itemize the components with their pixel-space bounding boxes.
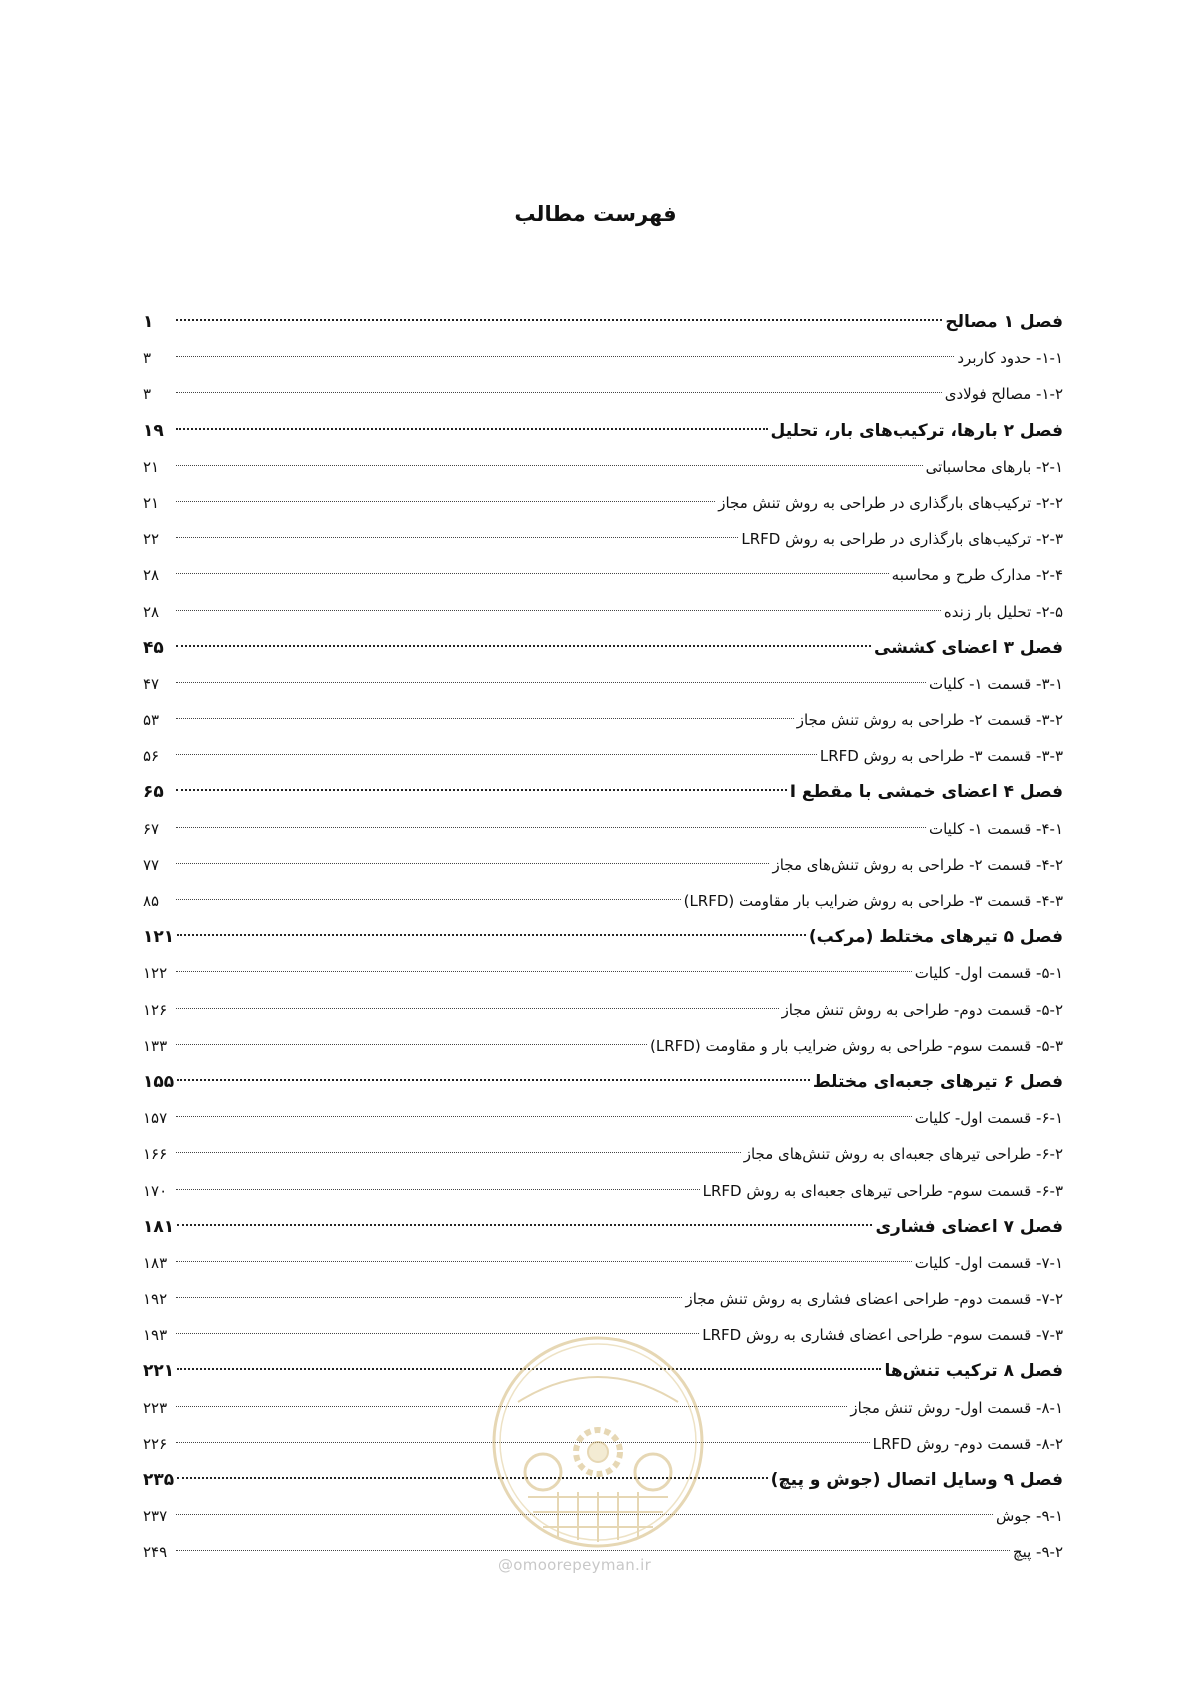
toc-entry-label: فصل ۹ وسایل اتصال (جوش و پیچ) xyxy=(770,1470,1063,1490)
toc-page-number: ۱ xyxy=(143,312,154,332)
watermark-logo xyxy=(488,1332,708,1552)
dot-leader xyxy=(176,501,715,502)
toc-page-number: ۱۸۱ xyxy=(143,1216,175,1237)
toc-entry-label: فصل ۲ بارها، ترکیب‌های بار، تحلیل xyxy=(770,420,1063,441)
toc-chapter-row xyxy=(143,919,1063,955)
toc-entry-label: ۵-۱- قسمت اول- کلیات xyxy=(914,964,1063,983)
toc-page-number: ۱۹۲ xyxy=(143,1290,168,1309)
toc-page-number: ۵۶ xyxy=(143,747,160,766)
toc-entry-label: فصل ۵ تیرهای مختلط (مرکب) xyxy=(808,927,1063,948)
toc-entry-label: ۹-۱- جوش xyxy=(995,1507,1063,1526)
toc-entry-label: ۵-۳- قسمت سوم- طراحی به روش ضرایب بار و مقاومت (LRFD) xyxy=(650,1036,1063,1055)
toc-chapter-row xyxy=(143,630,1063,666)
dot-leader xyxy=(176,754,817,755)
toc-page-number: ۱۲۲ xyxy=(143,964,168,983)
dot-leader xyxy=(176,610,941,611)
toc-section-row xyxy=(143,1173,1063,1209)
toc-entry-label: ۴-۳- قسمت ۳- طراحی به روش ضرایب بار مقاومت (LRFD) xyxy=(683,892,1063,910)
toc-entry-label: ۲-۱- بارهای محاسباتی xyxy=(925,457,1063,476)
toc-chapter-row xyxy=(143,1209,1063,1245)
toc-entry-label: فصل ۳ اعضای کششی xyxy=(873,637,1063,658)
toc-entry-label: ۱-۱- حدود کاربرد xyxy=(957,349,1063,368)
dot-leader xyxy=(177,1224,872,1226)
toc-page-number: ۱۲۱ xyxy=(143,927,175,948)
toc-entry-label: ۱-۲- مصالح فولادی xyxy=(944,385,1063,404)
toc-section-row xyxy=(143,1245,1063,1281)
toc-entry-label: فصل ۸ ترکیب تنش‌ها xyxy=(884,1361,1063,1382)
toc-section-row xyxy=(143,340,1063,376)
toc-section-row xyxy=(143,376,1063,412)
toc-page-number: ۲۱ xyxy=(143,457,160,476)
toc-section-row xyxy=(143,594,1063,630)
dot-leader xyxy=(176,971,912,972)
dot-leader xyxy=(176,1297,682,1298)
toc-page-number: ۱۵۵ xyxy=(143,1071,175,1092)
toc-page-number: ۲۲ xyxy=(143,530,160,549)
dot-leader xyxy=(176,1044,647,1045)
toc-section-row xyxy=(143,557,1063,593)
toc-page-number: ۱۹۳ xyxy=(143,1326,168,1345)
toc-section-row xyxy=(143,811,1063,847)
toc-entry-label: ۷-۲- قسمت دوم- طراحی اعضای فشاری به روش تنش مجاز xyxy=(685,1290,1063,1309)
dot-leader xyxy=(176,863,769,864)
toc-section-row xyxy=(143,1136,1063,1172)
toc-section-row xyxy=(143,955,1063,991)
dot-leader xyxy=(176,718,794,719)
page-title: فهرست مطالب xyxy=(514,202,677,226)
toc-page-number: ۵۳ xyxy=(143,711,160,730)
toc-entry-label: ۲-۲- ترکیب‌های بارگذاری در طراحی به روش تنش مجاز xyxy=(718,493,1063,512)
toc-page-number: ۲۳۷ xyxy=(143,1507,168,1526)
toc-page-number: ۷۷ xyxy=(143,855,160,874)
dot-leader xyxy=(176,645,871,647)
dot-leader xyxy=(177,934,806,936)
toc-entry-label: فصل ۴ اعضای خمشی با مقطع I xyxy=(789,782,1063,803)
toc-page-number: ۳ xyxy=(143,349,152,368)
toc-page-number: ۱۶۶ xyxy=(143,1145,168,1164)
toc-page-number: ۲۳۵ xyxy=(143,1470,175,1490)
toc-section-row xyxy=(143,449,1063,485)
dot-leader xyxy=(176,573,889,574)
dot-leader xyxy=(176,1261,912,1262)
toc-entry-label: ۲-۳- ترکیب‌های بارگذاری در طراحی به روش LRFD xyxy=(741,530,1063,549)
dot-leader xyxy=(176,1152,741,1153)
toc-entry-label: ۳-۳- قسمت ۳- طراحی به روش LRFD xyxy=(819,747,1063,766)
dot-leader xyxy=(177,1079,810,1081)
toc-entry-label: ۲-۴- مدارک طرح و محاسبه xyxy=(891,566,1063,585)
dot-leader xyxy=(176,319,942,321)
toc-entry-label: ۶-۲- طراحی تیرهای جعبه‌ای به روش تنش‌های مجاز xyxy=(743,1145,1063,1164)
toc-chapter-row xyxy=(143,1064,1063,1100)
toc-page-number: ۴۷ xyxy=(143,674,160,693)
toc-section-row xyxy=(143,992,1063,1028)
toc-page-number: ۲۲۱ xyxy=(143,1361,175,1382)
toc-entry-label: ۷-۱- قسمت اول- کلیات xyxy=(914,1253,1063,1272)
toc-entry-label: ۶-۱- قسمت اول- کلیات xyxy=(914,1109,1063,1128)
toc-entry-label: ۹-۲- پیچ xyxy=(1012,1543,1063,1562)
dot-leader xyxy=(176,682,926,683)
toc-entry-label: فصل ۷ اعضای فشاری xyxy=(875,1216,1063,1237)
toc-section-row xyxy=(143,521,1063,557)
toc-page-number: ۲۸ xyxy=(143,566,160,585)
toc-entry-label: ۳-۱- قسمت ۱- کلیات xyxy=(928,674,1063,693)
toc-section-row xyxy=(143,1281,1063,1317)
dot-leader xyxy=(176,899,681,900)
toc-entry-label: ۵-۲- قسمت دوم- طراحی به روش تنش مجاز xyxy=(781,1000,1063,1019)
toc-page-number: ۶۷ xyxy=(143,819,160,838)
toc-entry-label: ۸-۲- قسمت دوم- روش LRFD xyxy=(872,1434,1063,1453)
toc-page-number: ۲۱ xyxy=(143,493,160,512)
toc-page-number: ۸۵ xyxy=(143,892,160,910)
toc-page-number: ۲۸ xyxy=(143,602,160,621)
dot-leader xyxy=(176,465,923,466)
dot-leader xyxy=(176,537,738,538)
toc-section-row xyxy=(143,883,1063,919)
toc-section-row xyxy=(143,1100,1063,1136)
toc-page-number: ۴۵ xyxy=(143,637,164,658)
toc-page-number: ۱۵۷ xyxy=(143,1109,168,1128)
toc-page-number: ۳ xyxy=(143,385,152,404)
toc-entry-label: ۴-۲- قسمت ۲- طراحی به روش تنش‌های مجاز xyxy=(772,855,1063,874)
toc-page-number: ۲۴۹ xyxy=(143,1543,168,1562)
toc-chapter-row xyxy=(143,413,1063,449)
toc-entry-label: ۸-۱- قسمت اول- روش تنش مجاز xyxy=(850,1398,1063,1417)
toc-entry-label: ۲-۵- تحلیل بار زنده xyxy=(943,602,1063,621)
toc-section-row xyxy=(143,702,1063,738)
toc-entry-label: فصل ۶ تیرهای جعبه‌ای مختلط xyxy=(812,1071,1063,1092)
toc-chapter-row xyxy=(143,304,1063,340)
toc-entry-label: ۴-۱- قسمت ۱- کلیات xyxy=(928,819,1063,838)
toc-entry-label: فصل ۱ مصالح xyxy=(945,312,1063,332)
toc-section-row xyxy=(143,666,1063,702)
dot-leader xyxy=(176,356,954,357)
dot-leader xyxy=(176,428,768,430)
toc-entry-label: ۳-۲- قسمت ۲- طراحی به روش تنش مجاز xyxy=(796,711,1063,730)
toc-page-number: ۲۲۳ xyxy=(143,1398,168,1417)
toc-page-number: ۲۲۶ xyxy=(143,1434,168,1453)
toc-section-row xyxy=(143,738,1063,774)
toc-page-number: ۱۷۰ xyxy=(143,1181,168,1200)
dot-leader xyxy=(176,789,787,791)
dot-leader xyxy=(176,1008,779,1009)
dot-leader xyxy=(176,1116,912,1117)
toc-page-number: ۱۳۳ xyxy=(143,1036,168,1055)
toc-page-number: ۱۲۶ xyxy=(143,1000,168,1019)
toc-section-row xyxy=(143,1028,1063,1064)
toc-page-number: ۱۹ xyxy=(143,420,164,441)
toc-entry-label: ۷-۳- قسمت سوم- طراحی اعضای فشاری به روش LRFD xyxy=(702,1326,1063,1345)
toc-page-number: ۱۸۳ xyxy=(143,1253,168,1272)
dot-leader xyxy=(176,1189,700,1190)
toc-entry-label: ۶-۳- قسمت سوم- طراحی تیرهای جعبه‌ای به روش LRFD xyxy=(702,1181,1063,1200)
toc-section-row xyxy=(143,847,1063,883)
toc-section-row xyxy=(143,485,1063,521)
dot-leader xyxy=(176,827,926,828)
dot-leader xyxy=(176,392,942,393)
watermark-handle: @omoorepeyman.ir xyxy=(498,1556,652,1574)
toc-page-number: ۶۵ xyxy=(143,782,164,803)
toc-chapter-row xyxy=(143,774,1063,810)
